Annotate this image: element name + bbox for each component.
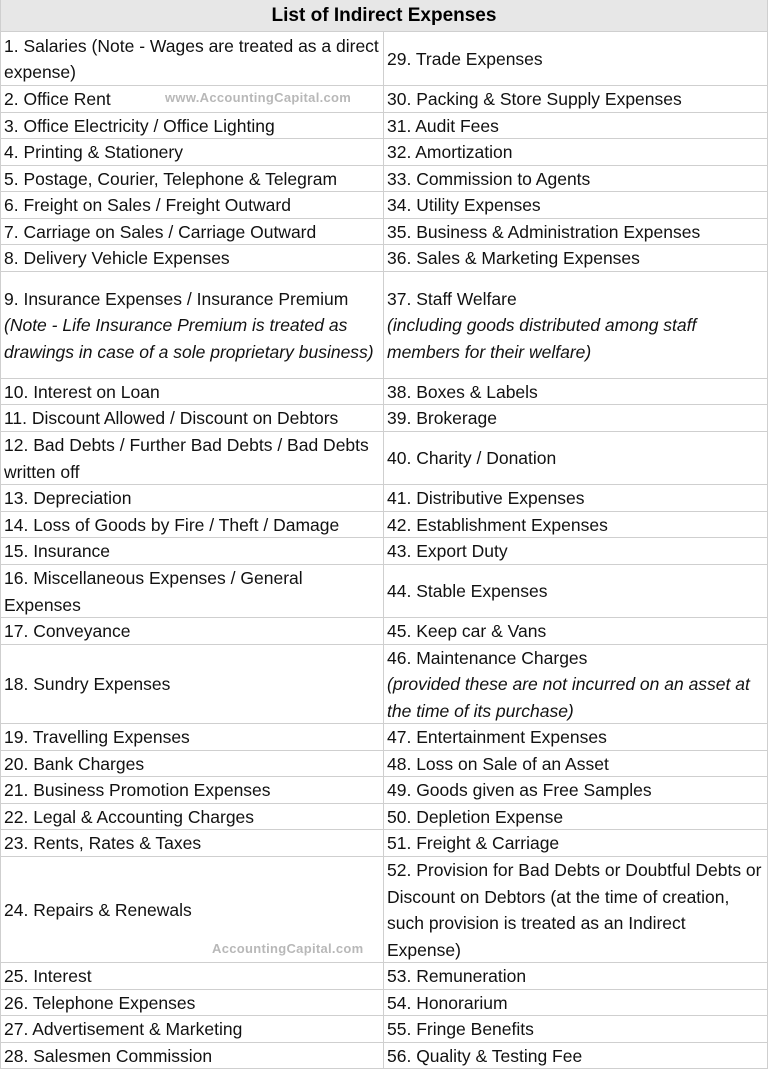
table-cell-left	[1, 113, 384, 138]
expense-item: 30. Packing & Store Supply Expenses	[387, 89, 682, 110]
table-row	[1, 405, 767, 432]
table-cell-left	[1, 857, 384, 962]
table-cell-right	[384, 432, 767, 484]
expense-item: 43. Export Duty	[387, 541, 508, 562]
table-row	[1, 830, 767, 857]
table-row	[1, 192, 767, 219]
table-row	[1, 139, 767, 166]
expense-item: 37. Staff Welfare	[387, 288, 517, 309]
expense-item: 48. Loss on Sale of an Asset	[387, 753, 609, 774]
table-cell-left	[1, 963, 384, 989]
expense-item: 12. Bad Debts / Further Bad Debts / Bad Debts written off	[4, 435, 369, 482]
table-cell-left	[1, 618, 384, 644]
expense-item: 25. Interest	[4, 966, 92, 987]
expense-item: 49. Goods given as Free Samples	[387, 780, 652, 801]
table-cell-right	[384, 512, 767, 537]
expense-item: 36. Sales & Marketing Expenses	[387, 248, 640, 269]
table-cell-left	[1, 32, 384, 85]
table-cell-right	[384, 1043, 767, 1069]
table-cell-left	[1, 139, 384, 165]
expense-item: 24. Repairs & Renewals	[4, 899, 192, 920]
table-cell-left	[1, 272, 384, 378]
table-cell-right	[384, 485, 767, 511]
table-cell-right	[384, 192, 767, 218]
expense-item: 16. Miscellaneous Expenses / General Expenses	[4, 568, 303, 615]
table-row	[1, 113, 767, 139]
table-cell-right	[384, 618, 767, 644]
table-cell-right	[384, 963, 767, 989]
expense-item: 13. Depreciation	[4, 488, 132, 509]
table-cell-left	[1, 192, 384, 218]
table-cell-left	[1, 777, 384, 803]
expense-item: 53. Remuneration	[387, 966, 527, 987]
expense-item: 26. Telephone Expenses	[4, 992, 196, 1013]
expense-item: 19. Travelling Expenses	[4, 727, 190, 748]
expense-note: (Note - Life Insurance Premium is treated as drawings in case of a sole proprietary business)	[4, 315, 374, 362]
expense-item: 42. Establishment Expenses	[387, 514, 608, 535]
table-row	[1, 485, 767, 512]
table-row	[1, 432, 767, 485]
table-title: List of Indirect Expenses	[271, 4, 497, 26]
table-cell-right	[384, 219, 767, 244]
expense-item: 7. Carriage on Sales / Carriage Outward	[4, 221, 317, 242]
table-body	[1, 32, 767, 1069]
table-cell-right	[384, 1016, 767, 1042]
table-row	[1, 538, 767, 565]
table-row	[1, 32, 767, 86]
expense-item: 1. Salaries (Note - Wages are treated as a direct expense)	[4, 35, 379, 82]
expense-note: (provided these are not incurred on an asset at the time of its purchase)	[387, 674, 750, 721]
expense-item: 38. Boxes & Labels	[387, 381, 538, 402]
expense-item: 28. Salesmen Commission	[4, 1046, 213, 1067]
table-cell-left	[1, 645, 384, 723]
table-row	[1, 751, 767, 777]
expense-item: 50. Depletion Expense	[387, 806, 564, 827]
watermark-top: www.AccountingCapital.com	[165, 90, 352, 105]
expense-item: 27. Advertisement & Marketing	[4, 1019, 243, 1040]
table-cell-right	[384, 645, 767, 723]
expense-item: 17. Conveyance	[4, 621, 131, 642]
table-cell-right	[384, 751, 767, 776]
expense-item: 9. Insurance Expenses / Insurance Premium	[4, 288, 349, 309]
table-cell-left	[1, 432, 384, 484]
expense-item: 3. Office Electricity / Office Lighting	[4, 115, 275, 136]
table-cell-right	[384, 804, 767, 829]
expense-item: 35. Business & Administration Expenses	[387, 221, 701, 242]
expense-item: 5. Postage, Courier, Telephone & Telegram	[4, 168, 338, 189]
table-cell-right	[384, 777, 767, 803]
expense-item: 54. Honorarium	[387, 992, 508, 1013]
table-cell-left	[1, 724, 384, 750]
table-cell-right	[384, 245, 767, 271]
table-row	[1, 166, 767, 192]
expense-item: 52. Provision for Bad Debts or Doubtful Debts or Discount on Debtors (at the time of creation, such provision is treated as an Indirect Expense)	[387, 860, 762, 960]
expense-item: 34. Utility Expenses	[387, 195, 541, 216]
expense-item: 18. Sundry Expenses	[4, 674, 171, 695]
table-row	[1, 963, 767, 990]
table-row	[1, 565, 767, 618]
table-row	[1, 86, 767, 113]
table-cell-left	[1, 166, 384, 191]
expense-note: (including goods distributed among staff members for their welfare)	[387, 315, 697, 362]
table-row	[1, 804, 767, 830]
table-cell-right	[384, 379, 767, 404]
expense-item: 47. Entertainment Expenses	[387, 727, 607, 748]
table-row	[1, 777, 767, 804]
expense-item: 22. Legal & Accounting Charges	[4, 806, 255, 827]
table-cell-right	[384, 32, 767, 85]
table-row	[1, 990, 767, 1016]
expense-item: 21. Business Promotion Expenses	[4, 780, 271, 801]
table-cell-right	[384, 86, 767, 112]
table-row	[1, 272, 767, 379]
expense-item: 15. Insurance	[4, 541, 111, 562]
table-row	[1, 379, 767, 405]
table-cell-left	[1, 405, 384, 431]
table-cell-left	[1, 86, 384, 112]
table-cell-right	[384, 857, 767, 962]
table-cell-right	[384, 272, 767, 378]
expense-item: 56. Quality & Testing Fee	[387, 1046, 583, 1067]
table-cell-right	[384, 405, 767, 431]
expense-item: 40. Charity / Donation	[387, 448, 557, 469]
table-row	[1, 645, 767, 724]
expense-item: 44. Stable Expenses	[387, 581, 548, 602]
table-row	[1, 1043, 767, 1069]
table-cell-right	[384, 830, 767, 856]
expense-item: 11. Discount Allowed / Discount on Debtors	[4, 408, 339, 429]
expense-item: 23. Rents, Rates & Taxes	[4, 833, 202, 854]
table-cell-left	[1, 751, 384, 776]
table-cell-left	[1, 512, 384, 537]
table-cell-right	[384, 113, 767, 138]
table-row	[1, 1016, 767, 1043]
table-cell-left	[1, 804, 384, 829]
expense-item: 41. Distributive Expenses	[387, 488, 585, 509]
watermark-bottom: AccountingCapital.com	[212, 941, 364, 956]
table-cell-left	[1, 830, 384, 856]
table-cell-left	[1, 1016, 384, 1042]
expense-item: 55. Fringe Benefits	[387, 1019, 534, 1040]
expense-item: 10. Interest on Loan	[4, 381, 160, 402]
table-title-row	[1, 0, 767, 32]
expense-item: 31. Audit Fees	[387, 115, 499, 136]
table-cell-left	[1, 379, 384, 404]
expense-item: 46. Maintenance Charges	[387, 647, 588, 668]
expense-item: 29. Trade Expenses	[387, 48, 543, 69]
table-cell-left	[1, 538, 384, 564]
table-cell-right	[384, 166, 767, 191]
table-cell-left	[1, 219, 384, 244]
table-cell-left	[1, 485, 384, 511]
table-row	[1, 245, 767, 272]
expense-item: 45. Keep car & Vans	[387, 621, 547, 642]
table-cell-left	[1, 245, 384, 271]
table-cell-left	[1, 990, 384, 1015]
expense-item: 20. Bank Charges	[4, 753, 145, 774]
table-row	[1, 618, 767, 645]
table-cell-right	[384, 724, 767, 750]
table-cell-left	[1, 565, 384, 617]
expense-item: 8. Delivery Vehicle Expenses	[4, 248, 230, 269]
expense-item: 39. Brokerage	[387, 408, 497, 429]
expense-item: 51. Freight & Carriage	[387, 833, 560, 854]
table-cell-left	[1, 1043, 384, 1069]
expense-item: 33. Commission to Agents	[387, 168, 591, 189]
table-row	[1, 724, 767, 751]
expense-item: 2. Office Rent	[4, 89, 111, 110]
table-row	[1, 512, 767, 538]
table-cell-right	[384, 538, 767, 564]
expense-item: 14. Loss of Goods by Fire / Theft / Damage	[4, 514, 340, 535]
table-row	[1, 857, 767, 963]
table-cell-right	[384, 990, 767, 1015]
expense-item: 6. Freight on Sales / Freight Outward	[4, 195, 291, 216]
expense-item: 4. Printing & Stationery	[4, 142, 183, 163]
table-row	[1, 219, 767, 245]
table-cell-right	[384, 565, 767, 617]
table-cell-right	[384, 139, 767, 165]
expense-item: 32. Amortization	[387, 142, 513, 163]
